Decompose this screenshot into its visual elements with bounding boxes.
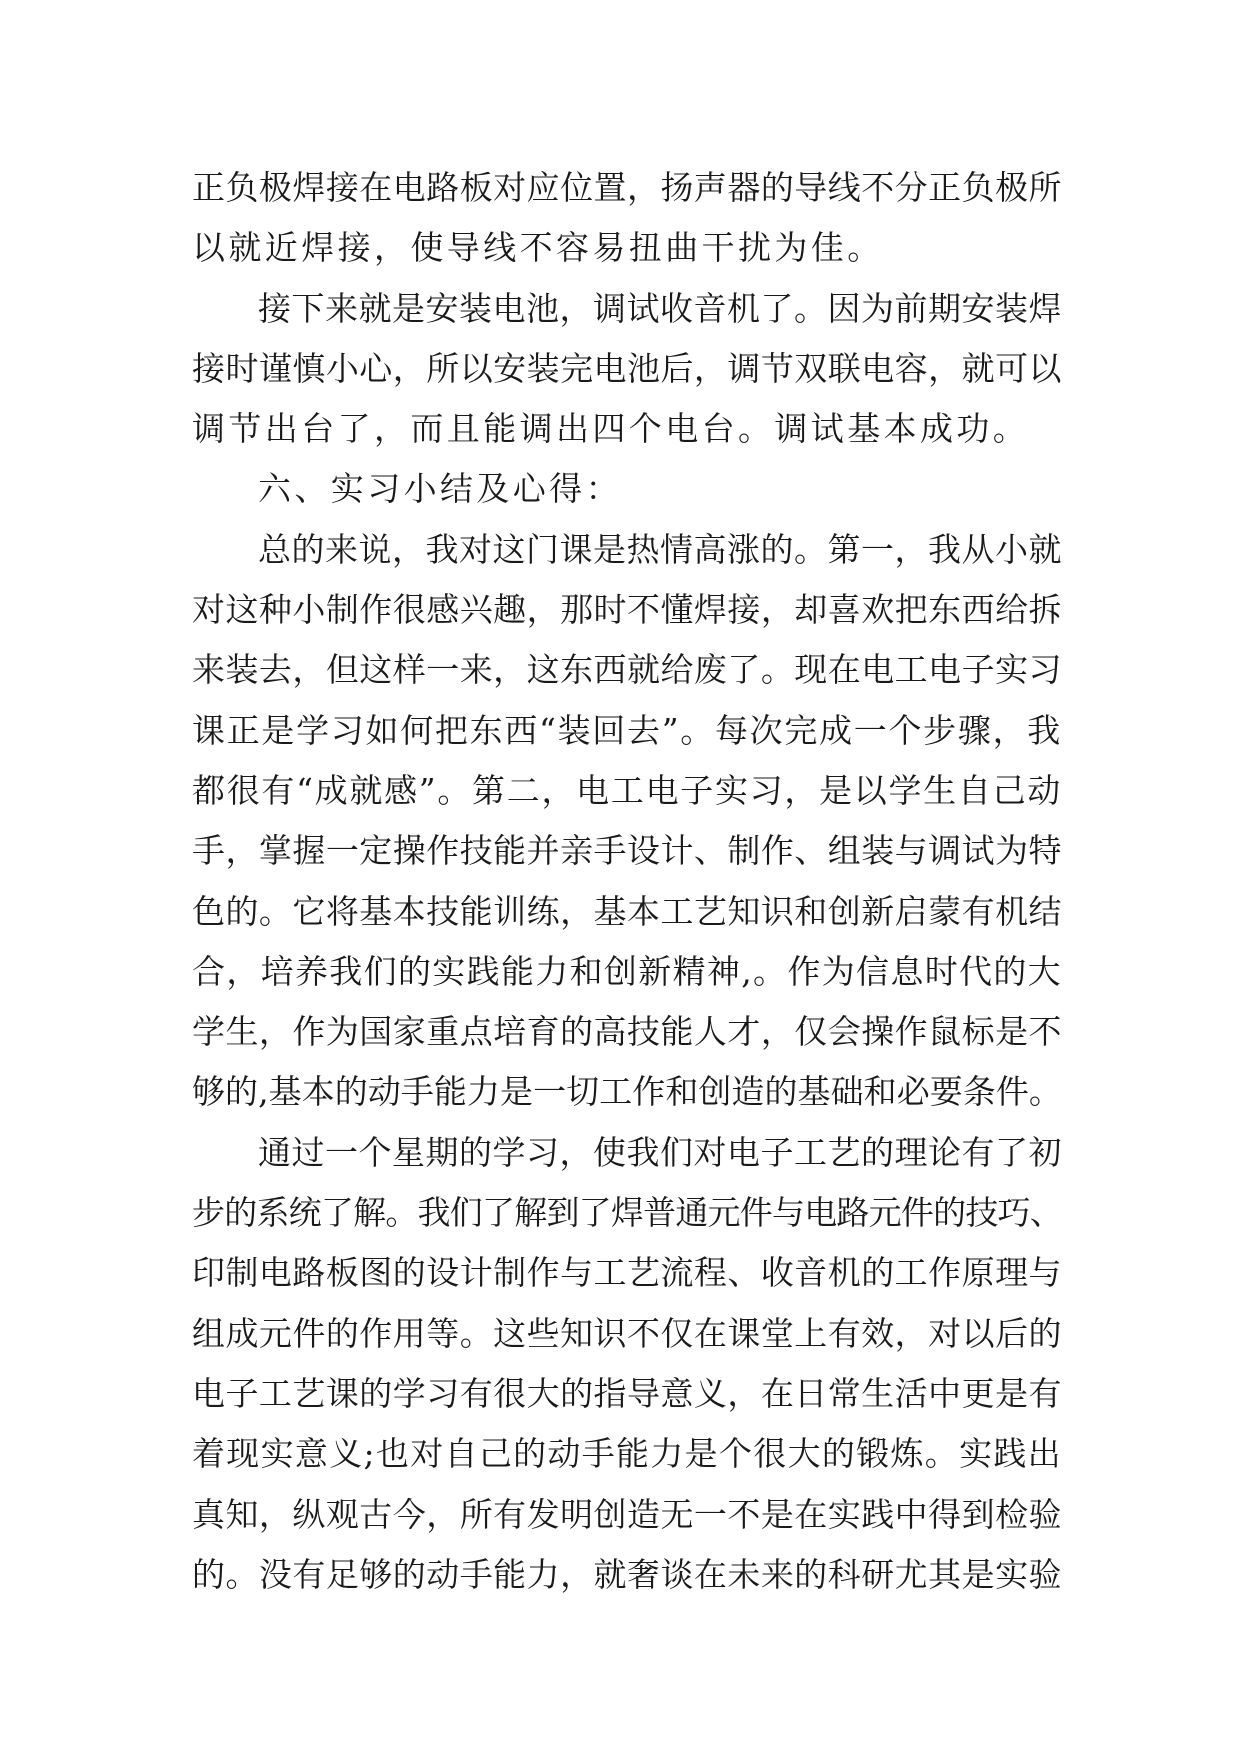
text-line: 电子工艺课的学习有很大的指导意义，在日常生活中更是有 (192, 1373, 1062, 1413)
text-line: 总的来说，我对这门课是热情高涨的。第一，我从小就 (258, 529, 1062, 569)
text-line: 以就近焊接，使导线不容易扭曲干扰为佳。 (192, 228, 884, 268)
text-line: 来装去，但这样一来，这东西就给废了。现在电工电子实习 (192, 650, 1062, 690)
text-line: 组成元件的作用等。这些知识不仅在课堂上有效，对以后的 (192, 1313, 1062, 1353)
text-line: 色的。它将基本技能训练，基本工艺知识和创新启蒙有机结 (192, 891, 1062, 931)
text-line: 步的系统了解。我们了解到了焊普通元件与电路元件的技巧、 (192, 1193, 1062, 1233)
text-line: 通过一个星期的学习，使我们对电子工艺的理论有了初 (258, 1132, 1062, 1172)
text-line: 对这种小制作很感兴趣，那时不懂焊接，却喜欢把东西给拆 (192, 590, 1062, 630)
text-line: 六、实习小结及心得： (258, 469, 622, 509)
text-line: 都很有“成就感”。第二，电工电子实习，是以学生自己动 (192, 770, 1062, 810)
text-line: 着现实意义;也对自己的动手能力是个很大的锻炼。实践出 (192, 1434, 1062, 1474)
text-line: 的。没有足够的动手能力，就奢谈在未来的科研尤其是实验 (192, 1554, 1062, 1594)
document-body (192, 158, 1062, 1605)
text-line: 手，掌握一定操作技能并亲手设计、制作、组装与调试为特 (192, 831, 1062, 871)
text-line: 够的,基本的动手能力是一切工作和创造的基础和必要条件。 (192, 1072, 1062, 1112)
text-line: 调节出台了，而且能调出四个电台。调试基本成功。 (192, 409, 1030, 449)
text-line: 真知，纵观古今，所有发明创造无一不是在实践中得到检验 (192, 1494, 1062, 1534)
text-line: 正负极焊接在电路板对应位置，扬声器的导线不分正负极所 (192, 168, 1062, 207)
text-line: 合，培养我们的实践能力和创新精神,。作为信息时代的大 (192, 951, 1062, 991)
text-line: 印制电路板图的设计制作与工艺流程、收音机的工作原理与 (192, 1253, 1062, 1293)
text-line: 课正是学习如何把东西“装回去”。每次完成一个步骤，我 (192, 710, 1062, 750)
text-line: 接下来就是安装电池，调试收音机了。因为前期安装焊 (258, 288, 1062, 328)
text-line: 学生，作为国家重点培育的高技能人才，仅会操作鼠标是不 (192, 1012, 1062, 1052)
text-line: 接时谨慎小心，所以安装完电池后，调节双联电容，就可以 (192, 348, 1062, 388)
